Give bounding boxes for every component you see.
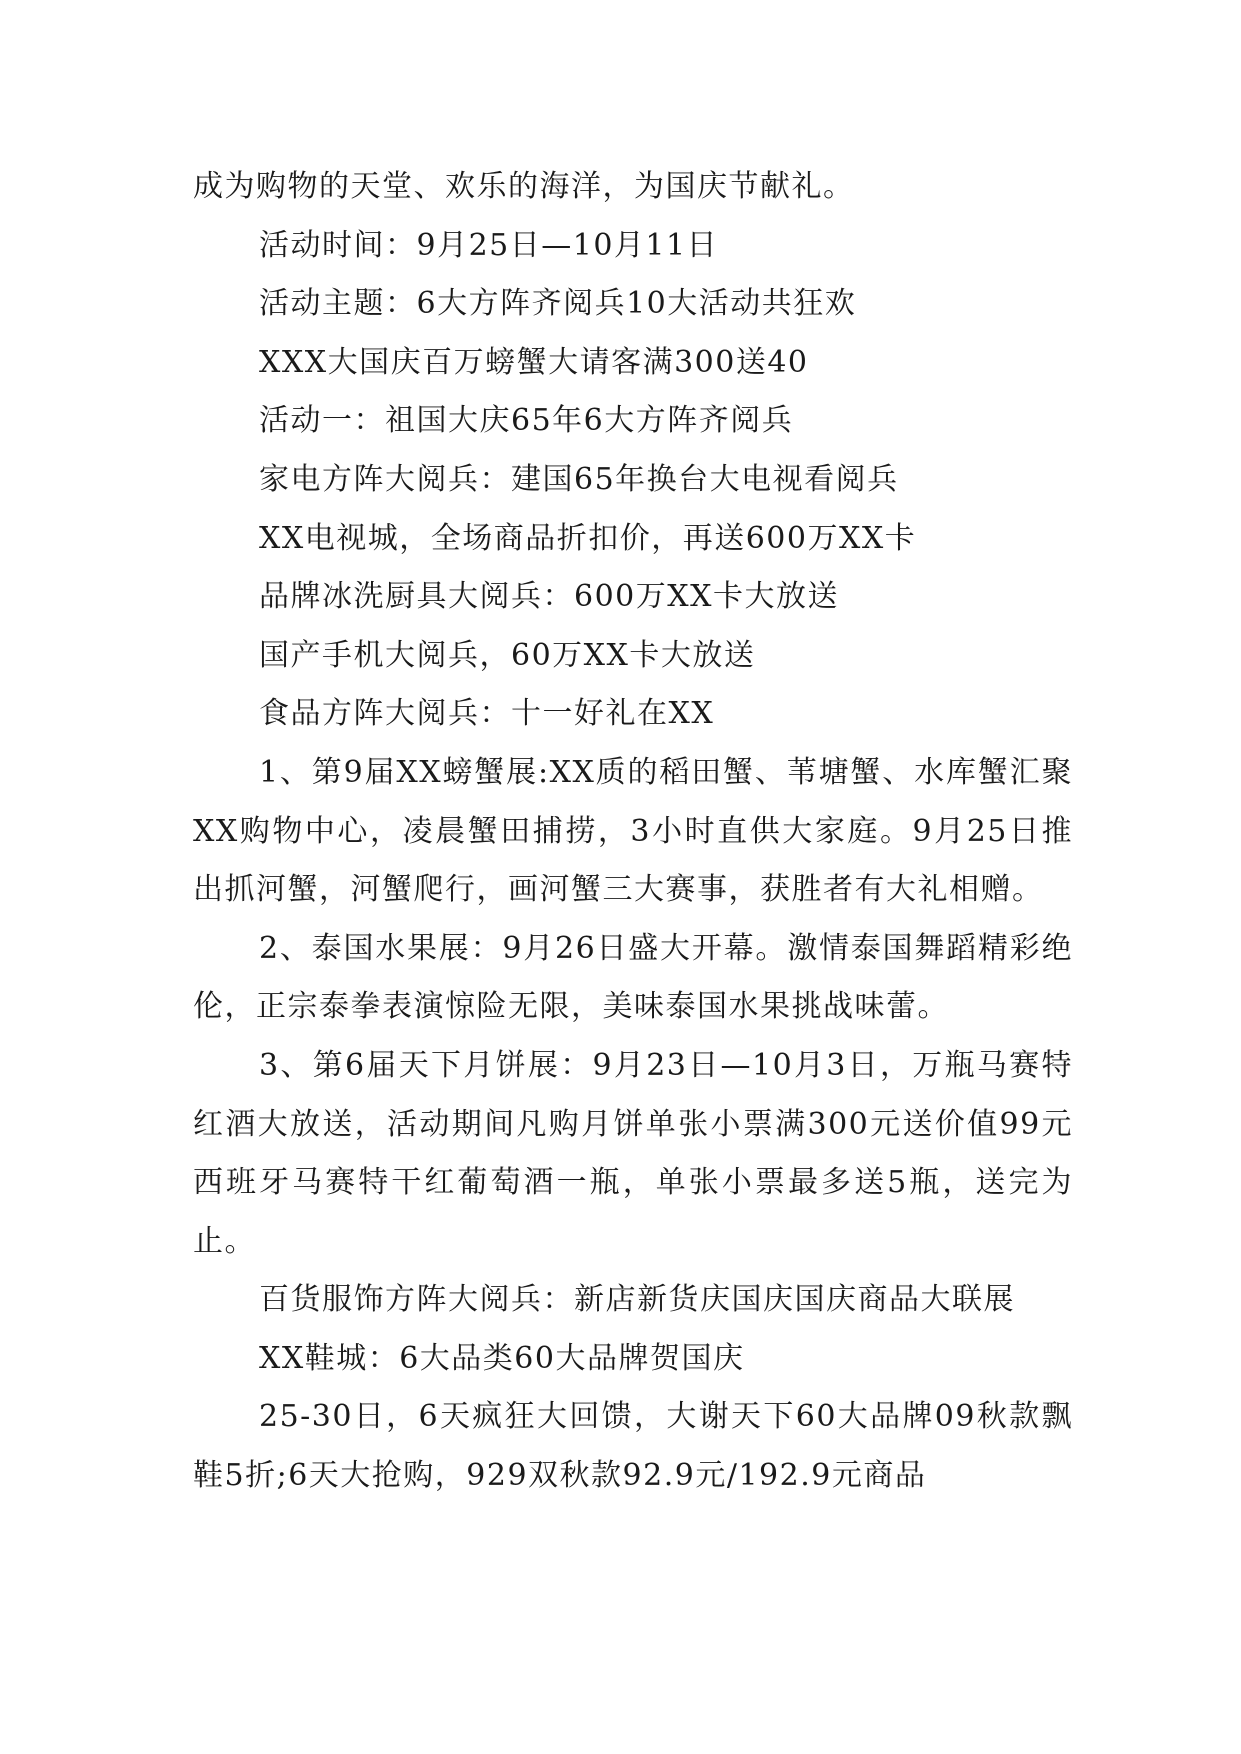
paragraph: 25-30日，6天疯狂大回馈，大谢天下60大品牌09秋款飘鞋5折;6天大抢购，929双秋款92.9元/192.9元商品	[193, 1399, 1073, 1494]
paragraph: 活动时间：9月25日—10月11日	[259, 227, 719, 263]
paragraph: XX电视城，全场商品折扣价，再送600万XX卡	[259, 520, 917, 556]
paragraph: 食品方阵大阅兵：十一好礼在XX	[259, 696, 715, 732]
paragraph: 1、第9届XX螃蟹展:XX质的稻田蟹、苇塘蟹、水库蟹汇聚XX购物中心，凌晨蟹田捕捞，3小时直供大家庭。9月25日推出抓河蟹，河蟹爬行，画河蟹三大赛事，获胜者有大礼相赠。	[193, 754, 1073, 908]
paragraph: 活动主题：6大方阵齐阅兵10大活动共狂欢	[259, 286, 857, 322]
paragraph: XXX大国庆百万螃蟹大请客满300送40	[259, 344, 809, 380]
paragraph: 品牌冰洗厨具大阅兵：600万XX卡大放送	[259, 579, 839, 615]
paragraph: 活动一：祖国大庆65年6大方阵齐阅兵	[259, 403, 794, 439]
paragraph: 2、泰国水果展：9月26日盛大开幕。激情泰国舞蹈精彩绝伦，正宗泰拳表演惊险无限，美味泰国水果挑战味蕾。	[193, 930, 1073, 1025]
paragraph: 家电方阵大阅兵：建国65年换台大电视看阅兵	[259, 461, 899, 497]
paragraph: 3、第6届天下月饼展：9月23日—10月3日，万瓶马赛特红酒大放送，活动期间凡购月饼单张小票满300元送价值99元西班牙马赛特干红葡萄酒一瓶，单张小票最多送5瓶，送完为止。	[193, 1047, 1073, 1259]
paragraph: 成为购物的天堂、欢乐的海洋，为国庆节献礼。	[193, 169, 855, 204]
paragraph: XX鞋城：6大品类60大品牌贺国庆	[259, 1340, 745, 1376]
document-body	[193, 158, 1073, 1506]
paragraph: 百货服饰方阵大阅兵：新店新货庆国庆国庆商品大联展	[259, 1282, 1015, 1318]
paragraph: 国产手机大阅兵，60万XX卡大放送	[259, 637, 756, 673]
